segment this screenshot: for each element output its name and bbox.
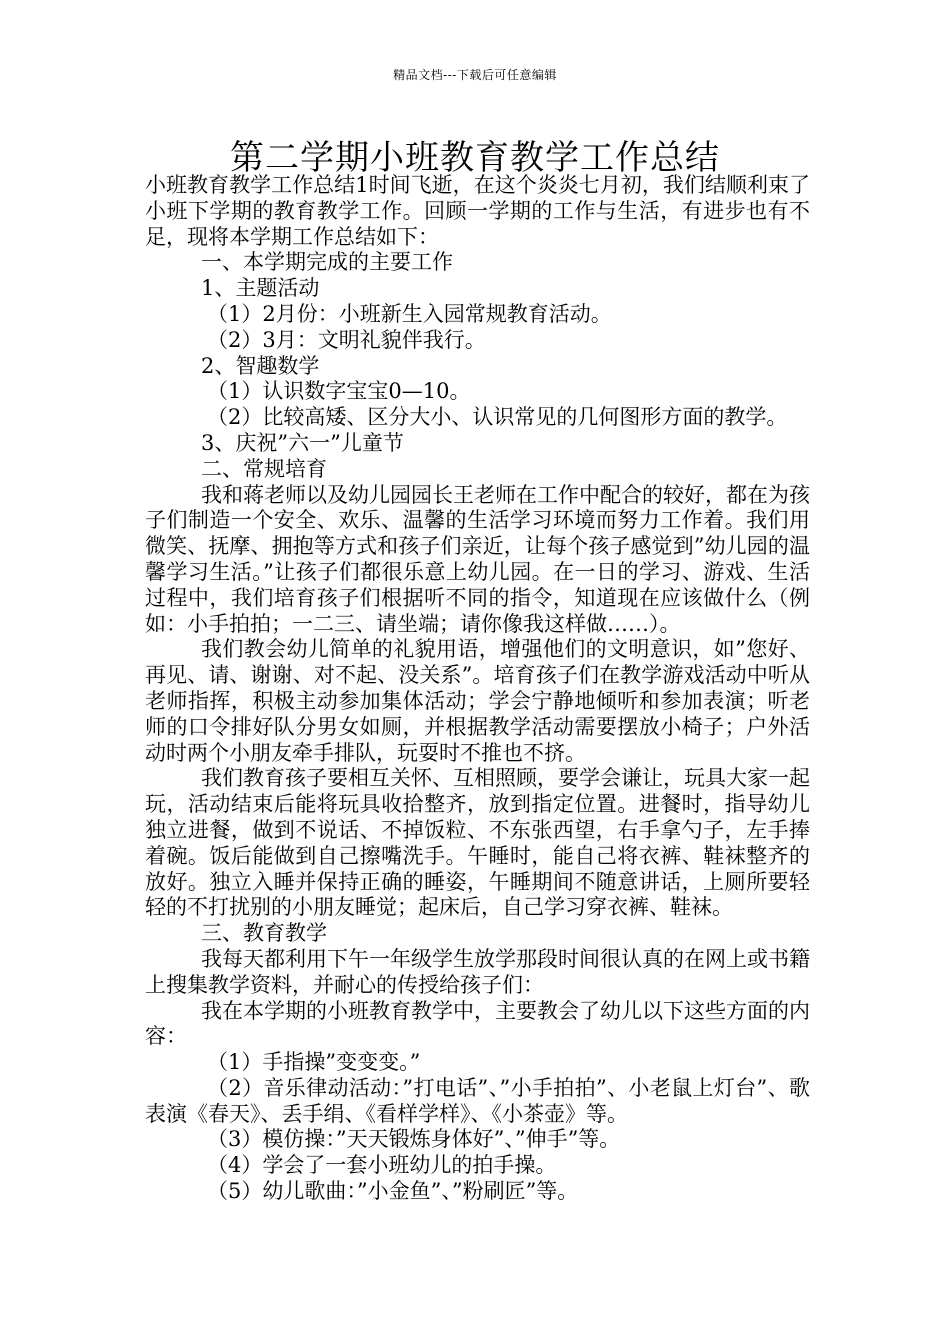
paragraph: 我和蒋老师以及幼儿园园长王老师在工作中配合的较好，都在为孩子们制造一个安全、欢乐、温馨的生活学习环境而努力工作着。我们用微笑、抚摩、拥抱等方式和孩子们亲近，让每个孩子感觉到”幼儿园的温馨学习生活。”让孩子们都很乐意上幼儿园。在一日的学习、游戏、生活过程中，我们培育孩子们根据听不同的指令，知道现在应该做什么（例如：小手拍拍；一二三、请坐端；请你像我这样做……）。 <box>145 482 810 636</box>
document-title: 第二学期小班教育教学工作总结 <box>230 138 720 178</box>
paragraph: 我在本学期的小班教育教学中，主要教会了幼儿以下这些方面的内容： <box>145 998 810 1049</box>
paragraph: 我们教育孩子要相互关怀、互相照顾，要学会谦让，玩具大家一起玩，活动结束后能将玩具收拾整齐，放到指定位置。进餐时，指导幼儿独立进餐，做到不说话、不掉饭粒、不东张西望，右手拿勺子，左手捧着碗。饭后能做到自己擦嘴洗手。午睡时，能自己将衣裤、鞋袜整齐的放好。独立入睡并保持正确的睡姿，午睡期间不随意讲话，上厕所要轻轻的不打扰别的小朋友睡觉；起床后，自己学习穿衣裤、鞋袜。 <box>145 766 810 920</box>
paragraph: 我每天都利用下午一年级学生放学那段时间很认真的在网上或书籍上搜集教学资料，并耐心的传授给孩子们： <box>145 946 810 997</box>
paragraph: （3）模仿操：”天天锻炼身体好”、”伸手”等。 <box>207 1127 621 1152</box>
paragraph: （1）认识数字宝宝0—10。 <box>207 379 471 404</box>
paragraph: 3、庆祝”六一”儿童节 <box>201 430 404 455</box>
paragraph: （5）幼儿歌曲：”小金鱼”、”粉刷匠”等。 <box>207 1179 579 1204</box>
paragraph: （4）学会了一套小班幼儿的拍手操。 <box>207 1153 557 1178</box>
paragraph: （1）手指操”变变变。” <box>207 1050 421 1075</box>
paragraph: 1、主题活动 <box>201 276 320 301</box>
paragraph: （2）3月：文明礼貌伴我行。 <box>207 327 486 352</box>
paragraph: 一、本学期完成的主要工作 <box>201 250 453 275</box>
document-body <box>145 173 810 1205</box>
paragraph: 我们教会幼儿简单的礼貌用语，增强他们的文明意识，如”您好、再见、请、谢谢、对不起、没关系”。培育孩子们在教学游戏活动中听从老师指挥，积极主动参加集体活动；学会宁静地倾听和参加表演；听老师的口令排好队分男女如厕，并根据教学活动需要摆放小椅子；户外活动时两个小朋友牵手排队，玩耍时不推也不挤。 <box>145 637 810 765</box>
paragraph: 二、常规培育 <box>201 456 327 481</box>
paragraph: 小班教育教学工作总结1时间飞逝，在这个炎炎七月初，我们结顺利束了小班下学期的教育教学工作。回顾一学期的工作与生活，有进步也有不足，现将本学期工作总结如下： <box>145 173 810 249</box>
paragraph: （2）音乐律动活动：”打电话”、”小手拍拍”、小老鼠上灯台”、歌表演《春天》、丢手绢、《看样学样》、《小茶壶》等。 <box>145 1075 810 1126</box>
paragraph: （2）比较高矮、区分大小、认识常见的几何图形方面的教学。 <box>207 405 788 430</box>
paragraph: 三、教育教学 <box>201 921 327 946</box>
page-header: 精品文档---下载后可任意编辑 <box>393 68 557 82</box>
paragraph: （1）2月份：小班新生入园常规教育活动。 <box>207 301 612 326</box>
paragraph: 2、智趣数学 <box>201 353 320 378</box>
